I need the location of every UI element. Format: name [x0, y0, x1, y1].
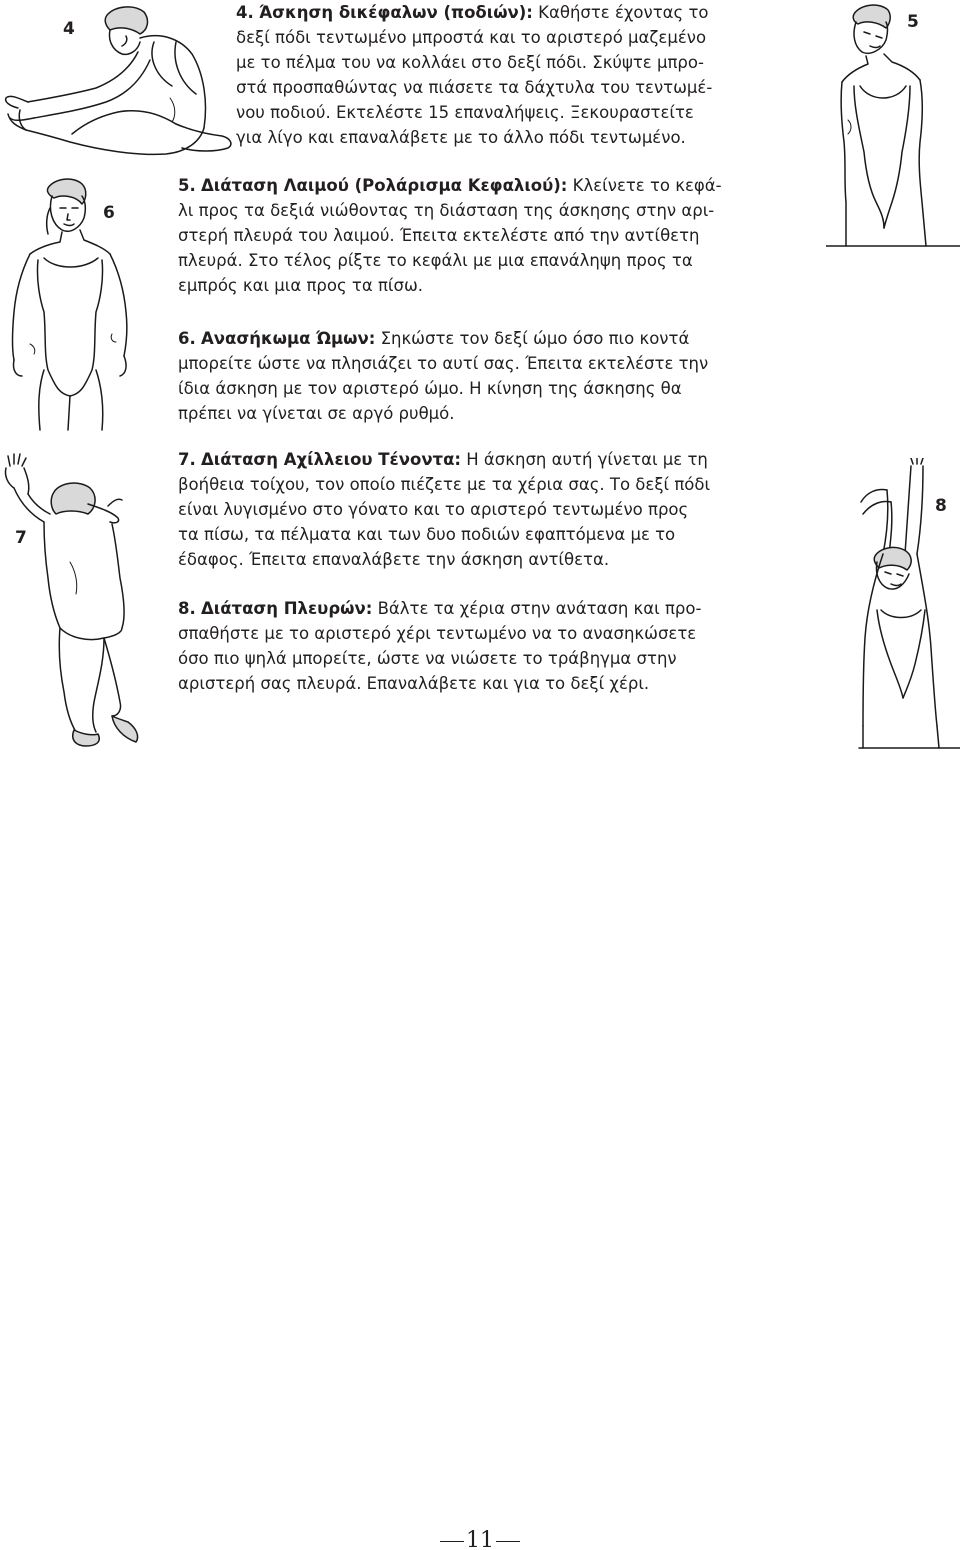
page-footer: [440, 1527, 520, 1550]
exercise-8-number: 8.: [178, 599, 196, 618]
exercise-5-text: [178, 174, 722, 299]
exercise-5-line: στερή πλευρά του λαιμού. Έπειτα εκτελέστε από την αντίθετη: [178, 225, 700, 245]
exercise-8-line-1: [178, 597, 701, 622]
figure-6-shoulder-raise-illustration: [0, 174, 160, 436]
footer-rule-right: [496, 1541, 520, 1542]
exercise-8-line: αριστερή σας πλευρά. Επαναλάβετε και για το δεξί χέρι.: [178, 673, 650, 693]
exercise-4-title: Άσκηση δικέφαλων (ποδιών):: [259, 3, 533, 22]
figure-6-label: 6: [103, 203, 115, 223]
exercise-7-text: [178, 448, 710, 573]
exercise-4-line: στά προσπαθώντας να πιάσετε τα δάχτυλα του τεντωμέ-: [236, 77, 713, 97]
exercise-8-line-1-text: Βάλτε τα χέρια στην ανάταση και προ-: [377, 599, 702, 618]
footer-rule-left: [440, 1541, 464, 1542]
exercise-7-line: τα πίσω, τα πέλματα και των δυο ποδιών εφαπτόμενα με το: [178, 524, 676, 544]
figure-4-label: 4: [63, 19, 75, 39]
figure-7-label: 7: [15, 528, 27, 548]
figure-5-label: 5: [907, 12, 919, 32]
exercise-7-line: έδαφος. Έπειτα επαναλάβετε την άσκηση αντίθετα.: [178, 549, 610, 569]
exercise-4-number: 4.: [236, 3, 254, 22]
exercise-6-line-1: [178, 327, 708, 352]
exercise-7-title: Διάταση Αχίλλειου Τένοντα:: [201, 450, 462, 469]
exercise-6-line: πρέπει να γίνεται σε αργό ρυθμό.: [178, 403, 455, 423]
exercise-7-number: 7.: [178, 450, 196, 469]
exercise-6-line-1-text: Σηκώστε τον δεξί ώμο όσο πιο κοντά: [380, 329, 690, 348]
exercise-8-line: σπαθήστε με το αριστερό χέρι τεντωμένο να το ανασηκώσετε: [178, 623, 697, 643]
exercise-5-line: εμπρός και μια προς τα πίσω.: [178, 275, 424, 295]
exercise-5-title: Διάταση Λαιμού (Ρολάρισμα Κεφαλιού):: [201, 176, 568, 195]
exercise-4-line-1: [236, 1, 712, 26]
exercise-4-text: [236, 1, 712, 150]
exercise-5-line: λι προς τα δεξιά νιώθοντας τη διάσταση της άσκησης στην αρι-: [178, 200, 715, 220]
exercise-5-line: πλευρά. Στο τέλος ρίξτε το κεφάλι με μια επανάληψη προς τα: [178, 250, 693, 270]
exercise-6-line: μπορείτε ώστε να πλησιάζει το αυτί σας. Έπειτα εκτελέστε την: [178, 353, 709, 373]
exercise-5-line-1: [178, 174, 722, 199]
exercise-7-line-1: [178, 448, 710, 473]
exercise-6-line: ίδια άσκηση με τον αριστερό ώμο. Η κίνηση της άσκησης θα: [178, 378, 682, 398]
exercise-4-line: για λίγο και επαναλάβετε με το άλλο πόδι τεντωμένο.: [236, 127, 686, 147]
exercise-4-line: με το πέλμα του να κολλάει στο δεξί πόδι. Σκύψτε μπρο-: [236, 52, 704, 72]
exercise-4-line: νου ποδιού. Εκτελέστε 15 επαναλήψεις. Ξεκουραστείτε: [236, 102, 694, 122]
exercise-4-line-1-text: Καθήστε έχοντας το: [538, 3, 709, 22]
exercise-5-line-1-text: Κλείνετε το κεφά-: [572, 176, 722, 195]
exercise-8-title: Διάταση Πλευρών:: [201, 599, 373, 618]
figure-4-seated-stretch-illustration: [0, 2, 240, 164]
exercise-5-number: 5.: [178, 176, 196, 195]
figure-8-label: 8: [935, 496, 947, 516]
exercise-4-line: δεξί πόδι τεντωμένο μπροστά και το αριστερό μαζεμένο: [236, 27, 707, 47]
exercise-8-line: όσο πιο ψηλά μπορείτε, ώστε να νιώσετε το τράβηγμα στην: [178, 648, 677, 668]
exercise-6-number: 6.: [178, 329, 196, 348]
exercise-7-line-1-text: Η άσκηση αυτή γίνεται με τη: [466, 450, 708, 469]
exercise-6-text: [178, 327, 708, 427]
exercise-7-line: βοήθεια τοίχου, τον οποίο πιέζετε με τα χέρια σας. Το δεξί πόδι: [178, 474, 711, 494]
exercise-8-text: [178, 597, 701, 697]
exercise-7-line: είναι λυγισμένο στο γόνατο και το αριστερό τεντωμένο προς: [178, 499, 689, 519]
figure-5-neck-stretch-illustration: [826, 2, 960, 248]
page-number: 11: [466, 1528, 494, 1550]
figure-7-achilles-stretch-illustration: [0, 452, 170, 754]
exercise-6-title: Ανασήκωμα Ώμων:: [201, 329, 376, 348]
